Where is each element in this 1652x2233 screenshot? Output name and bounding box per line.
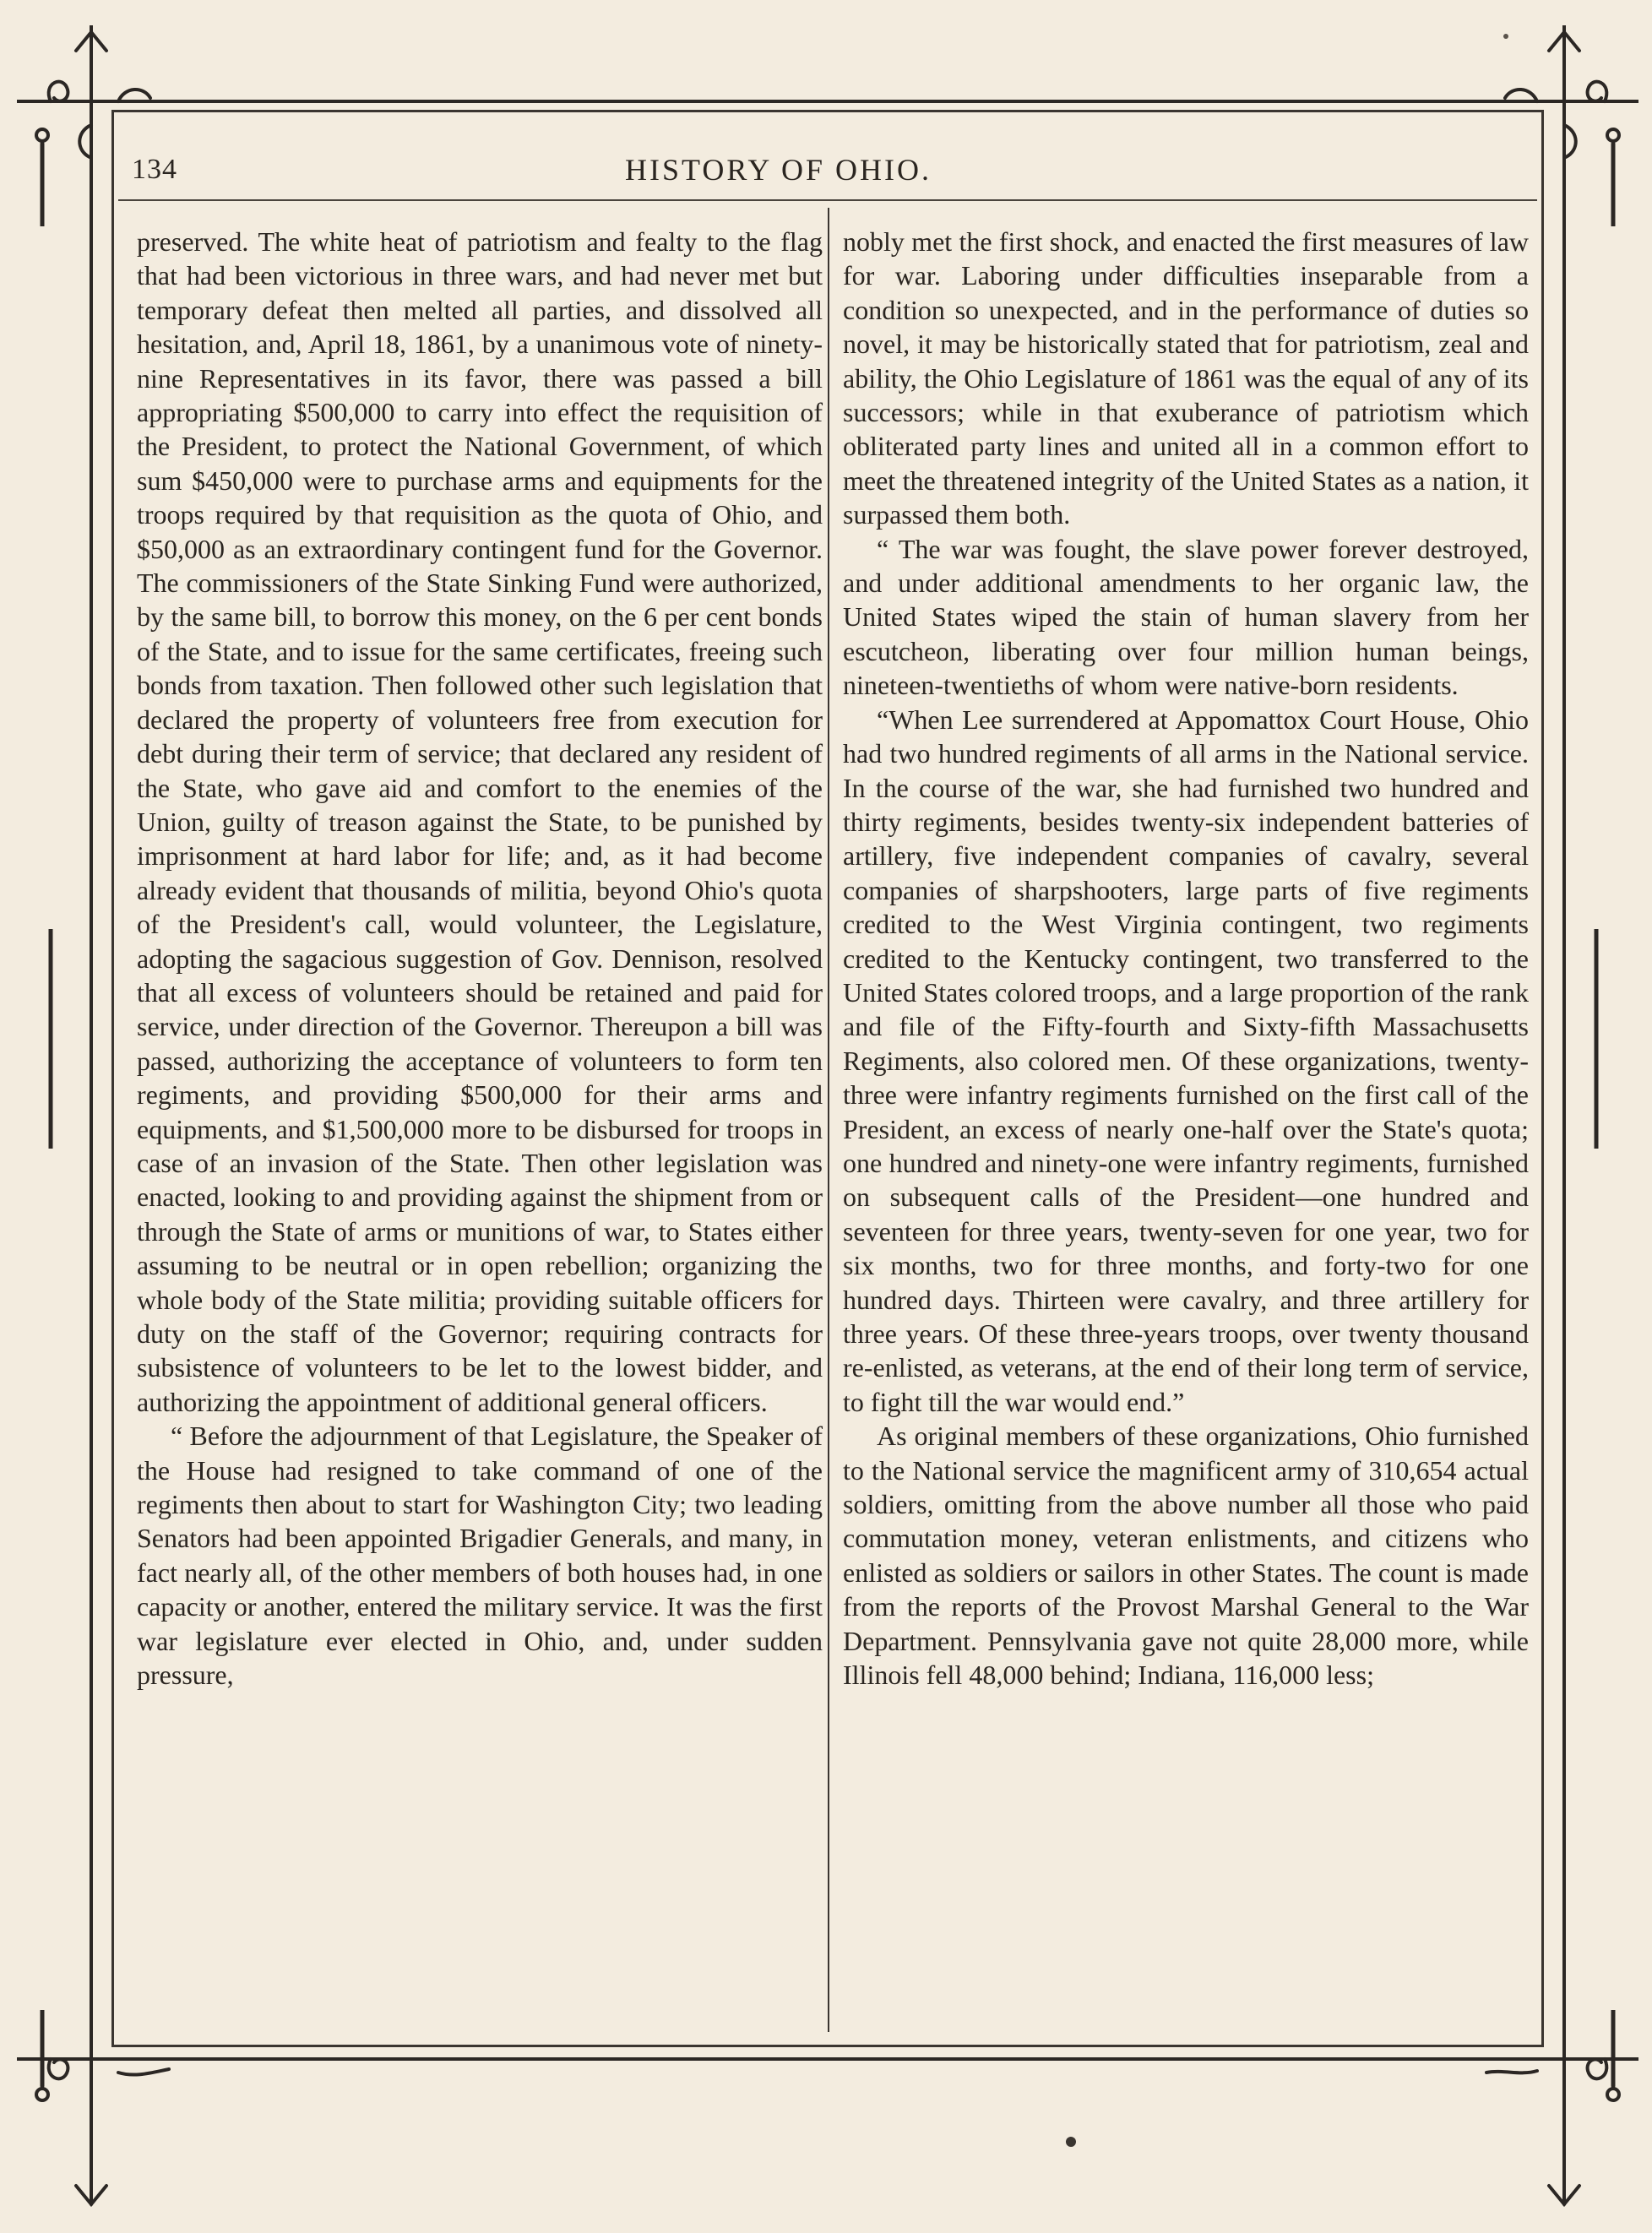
right-paragraph-4: As original members of these organizations, Ohio furnished to the National service the magnificent army of 310,654 actual soldiers, omitting from the above number all those who paid commutation money, veteran enlistments, and citizens who enlisted as soldiers or sailors in other States. The count is made from the reports of the Provost Marshal General to the War Department. Pennsylvania gave not quite 28,000 more, while Illinois fell 48,000 behind; Indiana, 116,000 less; — [843, 1421, 1529, 1691]
border-rule-bottom — [17, 2057, 1630, 2061]
page-number: 134 — [132, 154, 177, 185]
ink-speck — [1503, 34, 1508, 39]
left-paragraph-2: “ Before the adjournment of that Legislature, the Speaker of the House had resigned to take command of one of the regiments then about to start for Washington City; two leading Senators had been appointed Brigadier Generals, and many, in fact nearly all, of the other members of both houses had, in one capacity or another, entered the military service. It was the first war legislature ever elected in Ohio, and, under sudden pressure, — [137, 1421, 823, 1691]
header-rule — [118, 199, 1537, 201]
corner-ornament-bottom-right — [1436, 2010, 1638, 2213]
corner-ornament-bottom-left — [17, 2010, 220, 2213]
ink-dot — [1066, 2137, 1076, 2147]
left-side-flourish — [34, 929, 68, 1149]
running-title: HISTORY OF OHIO. — [625, 153, 932, 187]
right-paragraph-3: “When Lee surrendered at Appomattox Court House, Ohio had two hundred regiments of all arms in the National service. In the course of the war, she had furnished two hundred and thirty regiments, besides twenty-six independent batteries of artillery, five independent companies of cavalry, several companies of sharpshooters, large parts of five regiments credited to the West Virginia contingent, two regiments credited to the Kentucky contingent, two transferred to the United States colored troops, and a large proportion of the rank and file of the Fifty-fourth and Sixty-fifth Massachusetts Regiments, also colored men. Of these organizations, twenty-three were infantry regiments furnished on the first call of the President, an excess of nearly one-half over the State's quota; one hundred and ninety-one were infantry regiments, furnished on subsequent calls of the President—one hundred and seventeen for three years, twenty-seven for one year, two for six months, two for three months, and forty-two for one hundred days. Thirteen were cavalry, and three artillery for three years. Of these three-years troops, over twenty thousand re-enlisted, as veterans, at the end of their long term of service, to fight till the war would end.” — [843, 704, 1529, 1417]
right-column — [843, 225, 1529, 1692]
left-column — [137, 225, 823, 1692]
right-side-flourish — [1579, 929, 1613, 1149]
border-rule-right — [1562, 25, 1566, 2204]
corner-ornament-top-left — [17, 24, 220, 226]
left-paragraph-1: preserved. The white heat of patriotism and fealty to the flag that had been victorious in three wars, and had never met but temporary defeat then melted all parties, and dissolved all hesitation, and, April 18, 1861, by a unanimous vote of ninety-nine Representatives in its favor, there was passed a bill appropriating $500,000 to carry into effect the requisition of the President, to protect the National Government, of which sum $450,000 were to purchase arms and equipments for the troops required by that requisition as the quota of Ohio, and $50,000 as an extraordinary contingent fund for the Governor. The commissioners of the State Sinking Fund were authorized, by the same bill, to borrow this money, on the 6 per cent bonds of the State, and to issue for the same certificates, freeing such bonds from taxation. Then followed other such legislation that declared the property of volunteers free from execution for debt during their term of service; that declared any resident of the State, who gave aid and comfort to the enemies of the Union, guilty of treason against the State, to be punished by imprisonment at hard labor for life; and, as it had become already evident that thousands of militia, beyond Ohio's quota of the President's call, would volunteer, the Legislature, adopting the sagacious suggestion of Gov. Dennison, resolved that all excess of volunteers should be retained and paid for service, under direction of the Governor. Thereupon a bill was passed, authorizing the acceptance of volunteers to form ten regiments, and providing $500,000 for their arms and equipments, and $1,500,000 more to be disbursed for troops in case of an invasion of the State. Then other legislation was enacted, looking to and providing against the shipment from or through the State of arms or munitions of war, to States either assuming to be neutral or in open rebellion; organizing the whole body of the State militia; providing suitable officers for duty on the staff of the Governor; requiring contracts for subsistence of volunteers to be let to the lowest bidder, and authorizing the appointment of additional general officers. — [137, 226, 823, 1417]
right-paragraph-2: “ The war was fought, the slave power forever destroyed, and under additional amendments to her organic law, the United States wiped the stain of human slavery from her escutcheon, liberating over four million human beings, nineteen-twentieths of whom were native-born residents. — [843, 533, 1529, 701]
border-rule-left — [90, 25, 93, 2204]
border-rule-top — [17, 100, 1630, 103]
right-paragraph-1: nobly met the first shock, and enacted the first measures of law for war. Laboring under difficulties inseparable from a condition so unexpected, and in the performance of duties so novel, it may be historically stated that for patriotism, zeal and ability, the Ohio Legislature of 1861 was the equal of any of its successors; while in that exuberance of patriotism which obliterated party lines and united all in a common effort to meet the threatened integrity of the United States as a nation, it surpassed them both. — [843, 226, 1529, 530]
column-divider — [828, 208, 829, 2032]
corner-ornament-top-right — [1436, 24, 1638, 226]
